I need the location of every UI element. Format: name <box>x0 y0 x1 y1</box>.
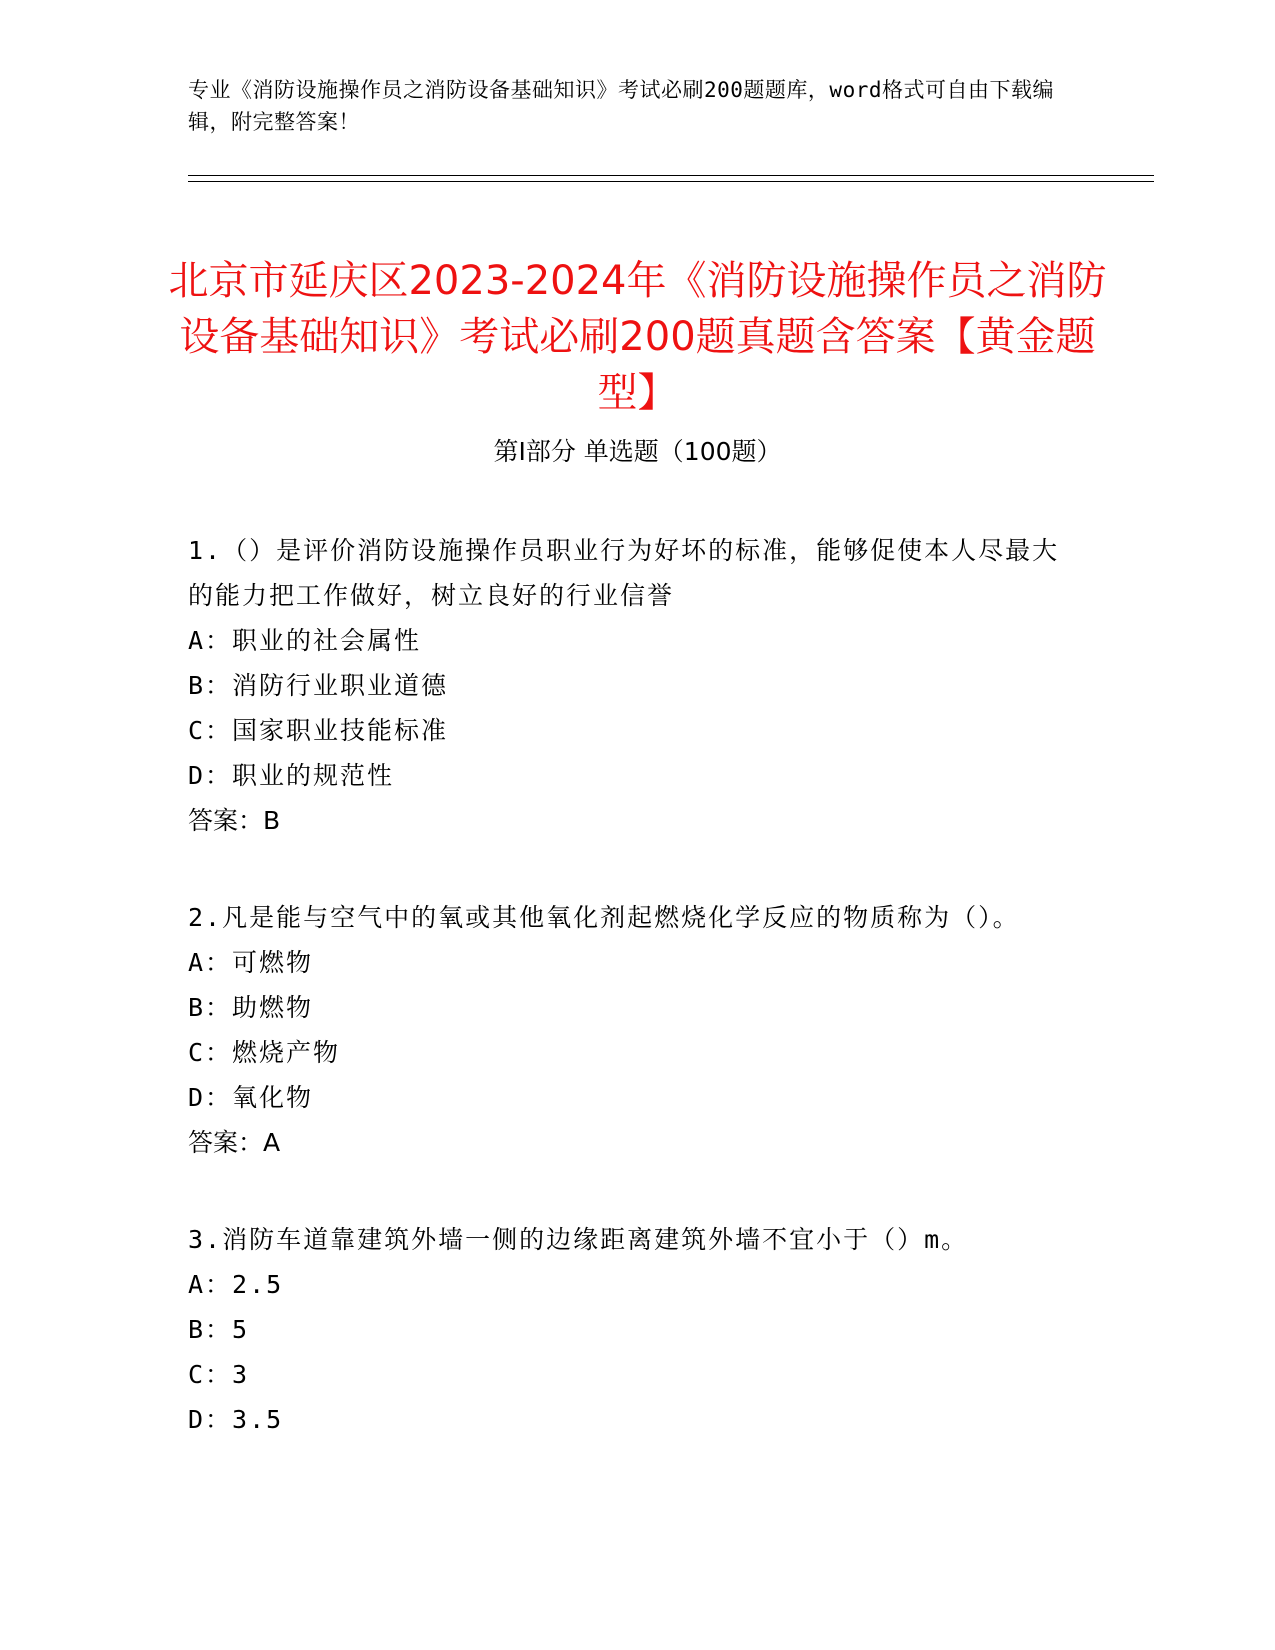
header-divider-top <box>188 175 1154 176</box>
option-a: A：2.5 <box>188 1270 284 1299</box>
section-heading: 第I部分 单选题（100题） <box>493 437 782 466</box>
question-1 <box>188 528 1068 843</box>
question-stem: 1.（）是评价消防设施操作员职业行为好坏的标准，能够促使本人尽最大的能力把工作做好，树立良好的行业信誉 <box>188 536 1060 610</box>
question-stem: 3.消防车道靠建筑外墙一侧的边缘距离建筑外墙不宜小于（）m。 <box>188 1225 969 1254</box>
option-a: A：可燃物 <box>188 948 314 977</box>
document-title: 北京市延庆区2023-2024年《消防设施操作员之消防设备基础知识》考试必刷200题真题含答案【黄金题型】 <box>168 257 1107 416</box>
option-c: C：3 <box>188 1360 250 1389</box>
option-d: D：职业的规范性 <box>188 761 395 790</box>
option-b: B：5 <box>188 1315 250 1344</box>
header-divider-bottom <box>188 181 1154 182</box>
option-d: D：3.5 <box>188 1405 284 1434</box>
option-b: B：助燃物 <box>188 993 314 1022</box>
option-a: A：职业的社会属性 <box>188 626 422 655</box>
answer: 答案：B <box>188 806 281 835</box>
header-note: 专业《消防设施操作员之消防设备基础知识》考试必刷200题题库，word格式可自由下载编辑，附完整答案！ <box>188 78 1054 134</box>
option-c: C：燃烧产物 <box>188 1038 341 1067</box>
question-3 <box>188 1217 1068 1442</box>
question-stem: 2.凡是能与空气中的氧或其他氧化剂起燃烧化学反应的物质称为（）。 <box>188 903 1020 932</box>
answer: 答案：A <box>188 1128 281 1157</box>
question-list <box>188 528 1068 1494</box>
option-b: B：消防行业职业道德 <box>188 671 449 700</box>
question-2 <box>188 895 1068 1165</box>
option-d: D：氧化物 <box>188 1083 314 1112</box>
option-c: C：国家职业技能标准 <box>188 716 449 745</box>
